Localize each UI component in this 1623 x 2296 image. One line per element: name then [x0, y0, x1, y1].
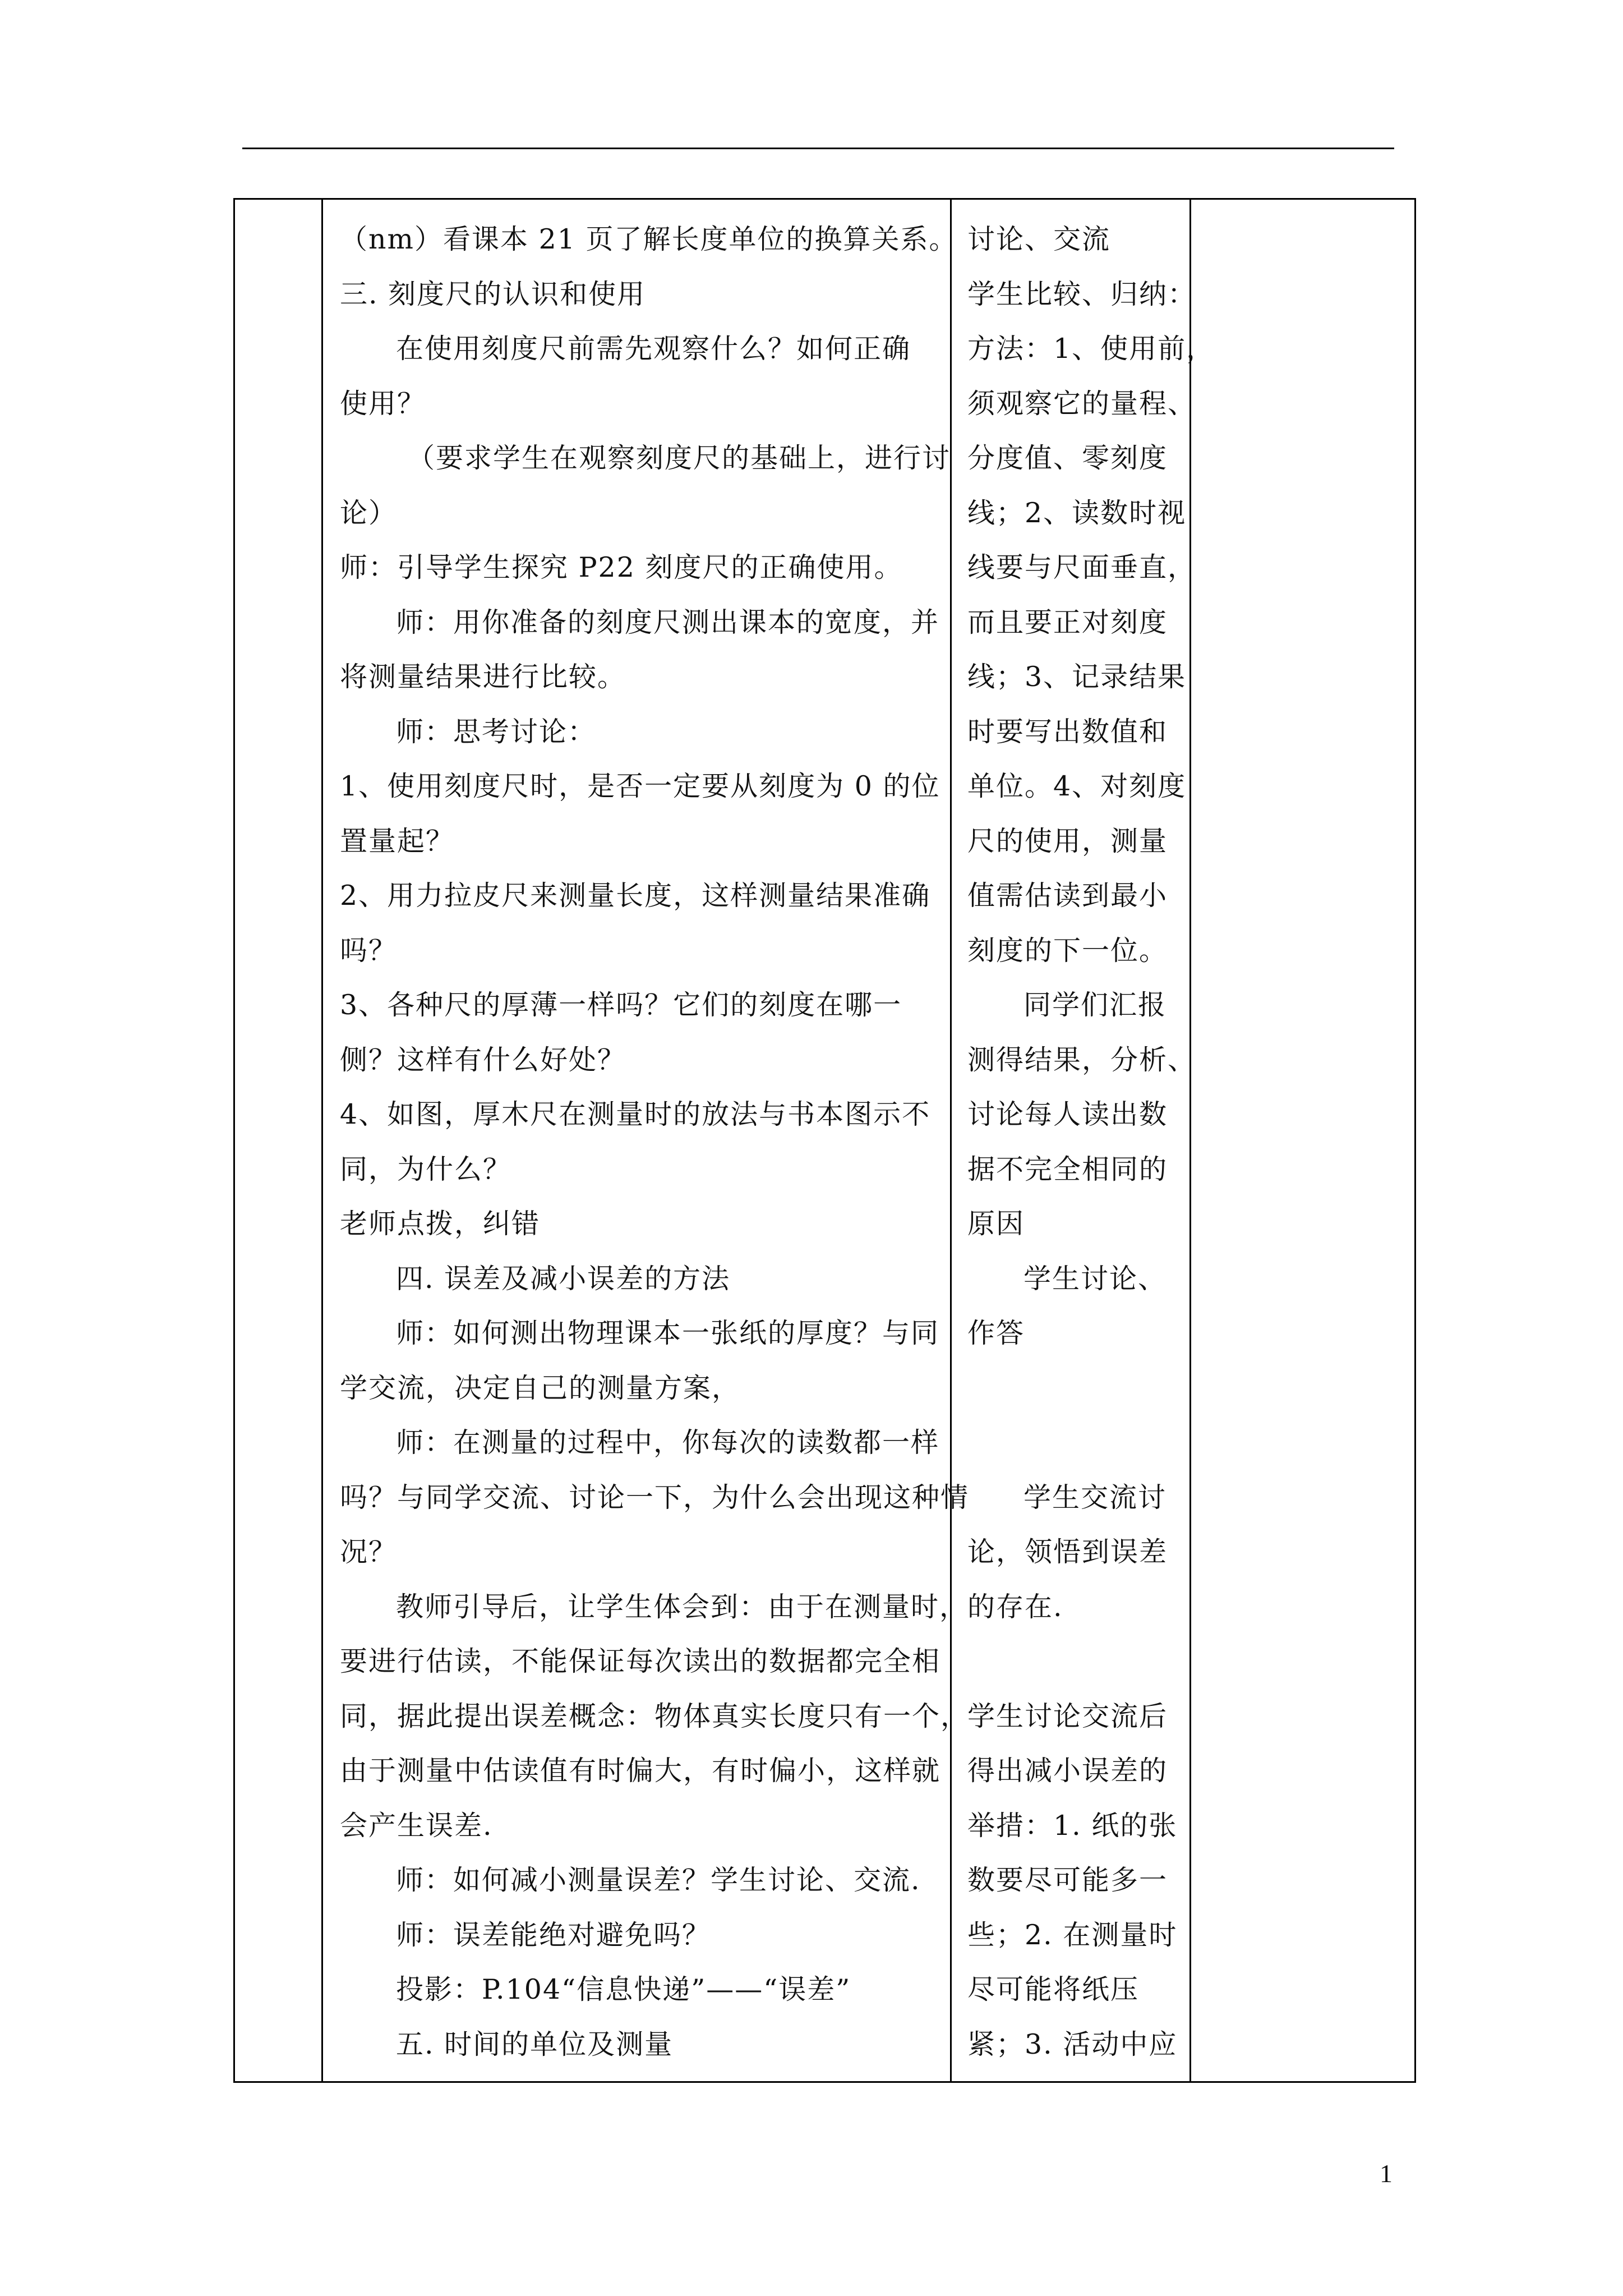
text-line: 测得结果，分析、	[967, 1043, 1197, 1076]
text-line: 讨论、交流	[967, 223, 1111, 255]
text-line: 师：如何减小测量误差？学生讨论、交流.	[396, 1864, 921, 1896]
text-line: 师：如何测出物理课本一张纸的厚度？与同	[396, 1317, 940, 1349]
text-line: 由于测量中估读值有时偏大，有时偏小，这样就	[340, 1755, 941, 1787]
text-line: 的存在.	[967, 1590, 1063, 1623]
question-line: 2、用力拉皮尺来测量长度，这样测量结果准确	[340, 880, 931, 912]
text-line: 教师引导后，让学生体会到：由于在测量时，	[396, 1590, 969, 1623]
question-line: 置量起？	[340, 825, 455, 857]
text-line: 线要与尺面垂直，	[967, 551, 1197, 583]
text-line: 师：在测量的过程中，你每次的读数都一样	[396, 1427, 940, 1458]
text-line: 讨论每人读出数	[967, 1098, 1168, 1130]
text-line: 方法：1、使用前，	[967, 333, 1215, 365]
question-line: 吗？	[340, 934, 398, 967]
table-row	[234, 199, 1415, 2082]
text-line: 学生讨论交流后	[967, 1700, 1168, 1732]
header-rule	[242, 148, 1394, 149]
text-line: （要求学生在观察刻度尺的基础上，进行讨	[407, 442, 951, 474]
text-line: 使用？	[340, 387, 426, 420]
text-line: 投影：P.104“信息快递”——“误差”	[396, 1973, 851, 2005]
question-line: 3、各种尺的厚薄一样吗？它们的刻度在哪一	[340, 989, 902, 1021]
text-line: 而且要正对刻度	[967, 606, 1168, 638]
text-line: 况？	[340, 1536, 398, 1568]
text-line: 论）	[340, 496, 398, 529]
text-line: 师：误差能绝对避免吗？	[396, 1918, 711, 1951]
text-line: 须观察它的量程、	[967, 387, 1197, 420]
text-line: 在使用刻度尺前需先观察什么？如何正确	[396, 333, 911, 365]
text-line: 线；3、记录结果	[967, 661, 1187, 693]
blank-right-cell	[1191, 199, 1415, 2082]
text-line: 学生讨论、	[1023, 1262, 1167, 1295]
text-line: 同学们汇报	[1023, 989, 1167, 1021]
text-line: 紧；3. 活动中应	[967, 2028, 1178, 2060]
spacer	[967, 1415, 1182, 1470]
text-line: 线；2、读数时视	[967, 496, 1187, 529]
question-line: 同，为什么？	[340, 1153, 512, 1185]
page-number: 1	[1380, 2159, 1393, 2188]
text-line: 师：用你准备的刻度尺测出课本的宽度，并	[396, 606, 940, 638]
text-line: （nm）看课本 21 页了解长度单位的换算关系。	[340, 223, 958, 255]
text-line: 学生比较、归纳：	[967, 278, 1197, 310]
text-line: 学交流，决定自己的测量方案，	[340, 1372, 741, 1404]
text-line: 吗？与同学交流、讨论一下，为什么会出现这种情	[340, 1481, 970, 1513]
text-line: 刻度的下一位。	[967, 934, 1168, 967]
text-line: 师：思考讨论：	[396, 715, 597, 748]
question-line: 侧？这样有什么好处？	[340, 1043, 626, 1076]
text-line: 师：引导学生探究 P22 刻度尺的正确使用。	[340, 551, 903, 583]
text-line: 尺的使用，测量	[967, 825, 1168, 857]
text-line: 会产生误差.	[340, 1809, 493, 1842]
spacer	[967, 1361, 1182, 1416]
text-line: 要进行估读，不能保证每次读出的数据都完全相	[340, 1645, 941, 1677]
text-line: 分度值、零刻度	[967, 442, 1168, 474]
spacer	[967, 1634, 1182, 1689]
text-line: 作答	[967, 1317, 1025, 1349]
question-line: 1、使用刻度尺时，是否一定要从刻度为 0 的位	[340, 770, 940, 802]
section-heading: 四. 误差及减小误差的方法	[396, 1262, 731, 1295]
text-line: 原因	[967, 1208, 1025, 1240]
text-line: 数要尽可能多一	[967, 1864, 1168, 1896]
text-line: 值需估读到最小	[967, 880, 1168, 912]
blank-left-cell	[234, 199, 322, 2082]
text-line: 据不完全相同的	[967, 1153, 1168, 1185]
text-line: 些；2. 在测量时	[967, 1918, 1178, 1951]
section-heading: 五. 时间的单位及测量	[396, 2028, 674, 2060]
student-activity-cell	[951, 199, 1215, 2082]
text-line: 学生交流讨	[1023, 1481, 1167, 1513]
text-line: 单位。4、对刻度	[967, 770, 1187, 802]
text-line: 得出减小误差的	[967, 1755, 1168, 1787]
question-line: 4、如图，厚木尺在测量时的放法与书本图示不	[340, 1098, 931, 1130]
text-line: 尽可能将纸压	[967, 1973, 1140, 2005]
section-heading: 三. 刻度尺的认识和使用	[340, 278, 646, 310]
text-line: 举措：1. 纸的张	[967, 1809, 1178, 1842]
text-line: 时要写出数值和	[967, 715, 1168, 748]
lesson-plan-table	[233, 198, 1416, 2083]
text-line: 老师点拨，纠错	[340, 1208, 541, 1240]
teaching-process-cell	[322, 199, 970, 2082]
text-line: 将测量结果进行比较。	[340, 661, 626, 693]
text-line: 论，领悟到误差	[967, 1536, 1168, 1568]
text-line: 同，据此提出误差概念：物体真实长度只有一个，	[340, 1700, 970, 1732]
